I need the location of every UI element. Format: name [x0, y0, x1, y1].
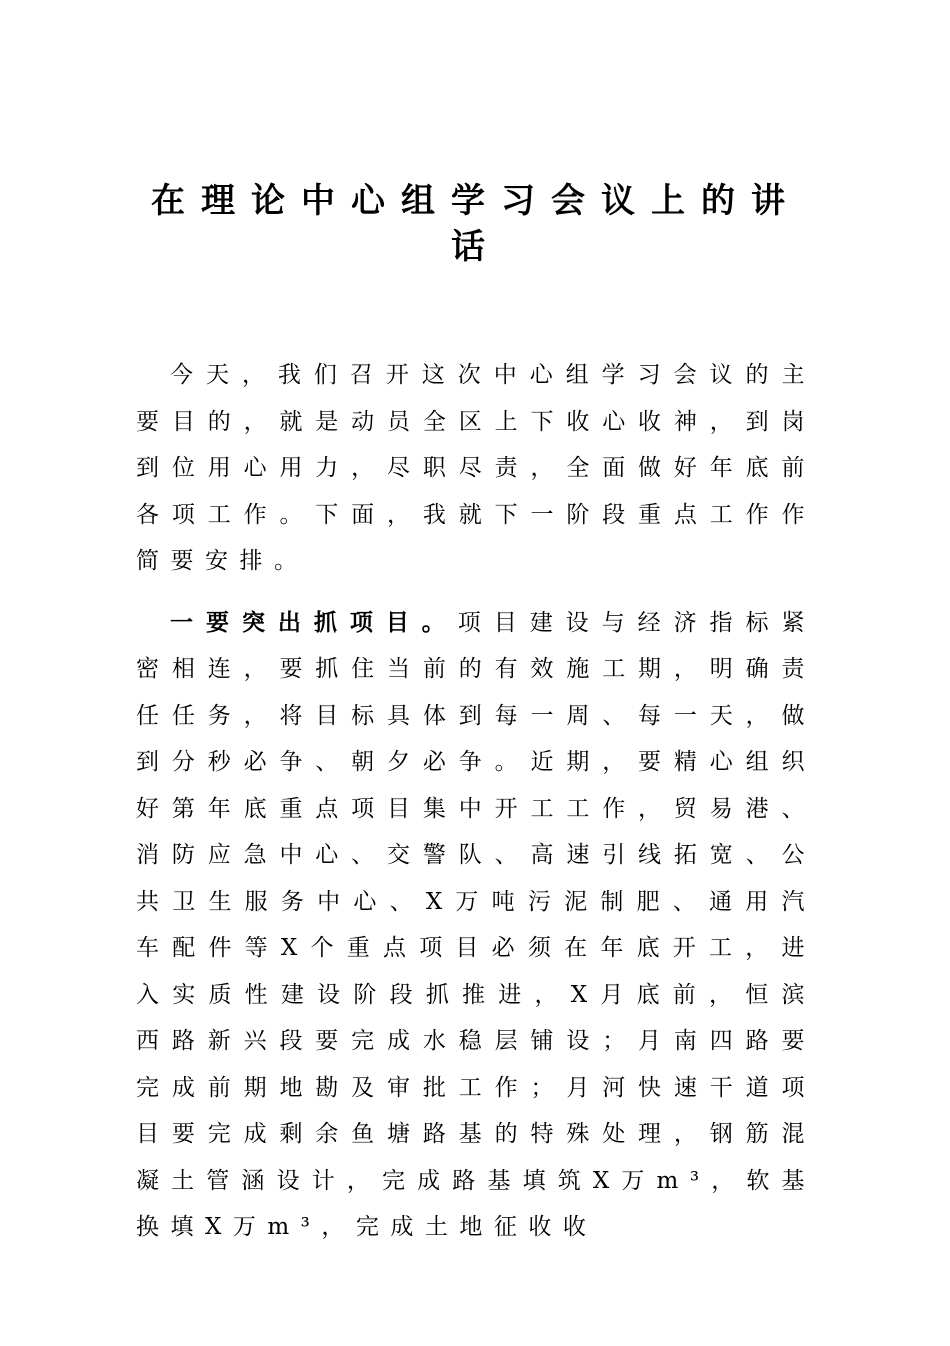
- document-title: 在理论中心组学习会议上的讲话: [151, 181, 801, 267]
- paragraph-intro-text: 今天，我们召开这次中心组学习会议的主要目的，就是动员全区上下收心收神，到岗到位用心用力，尽职尽责，全面做好年底前各项工作。下面，我就下一阶段重点工作作简要安排。: [136, 362, 816, 574]
- paragraph-projects-text: 项目建设与经济指标紧密相连，要抓住当前的有效施工期，明确责任任务，将目标具体到每一周、每一天，做到分秒必争、朝夕必争。近期，要精心组织好第年底重点项目集中开工工作，贸易港、消防应急中心、交警队、高速引线拓宽、公共卫生服务中心、X万吨污泥制肥、通用汽车配件等X个重点项目必须在年底开工，进入实质性建设阶段抓推进，X月底前，恒滨西路新兴段要完成水稳层铺设；月南四路要完成前期地勘及审批工作；月河快速干道项目要完成剩余鱼塘路基的特殊处理，钢筋混凝土管涵设计，完成路基填筑X万m³，软基换填X万m³，完成土地征收收: [136, 609, 817, 1240]
- paragraph-projects-lead: 一要突出抓项目。: [170, 609, 458, 636]
- document-body: [136, 352, 816, 1266]
- paragraph-projects: [136, 600, 816, 1251]
- paragraph-intro: [136, 352, 816, 585]
